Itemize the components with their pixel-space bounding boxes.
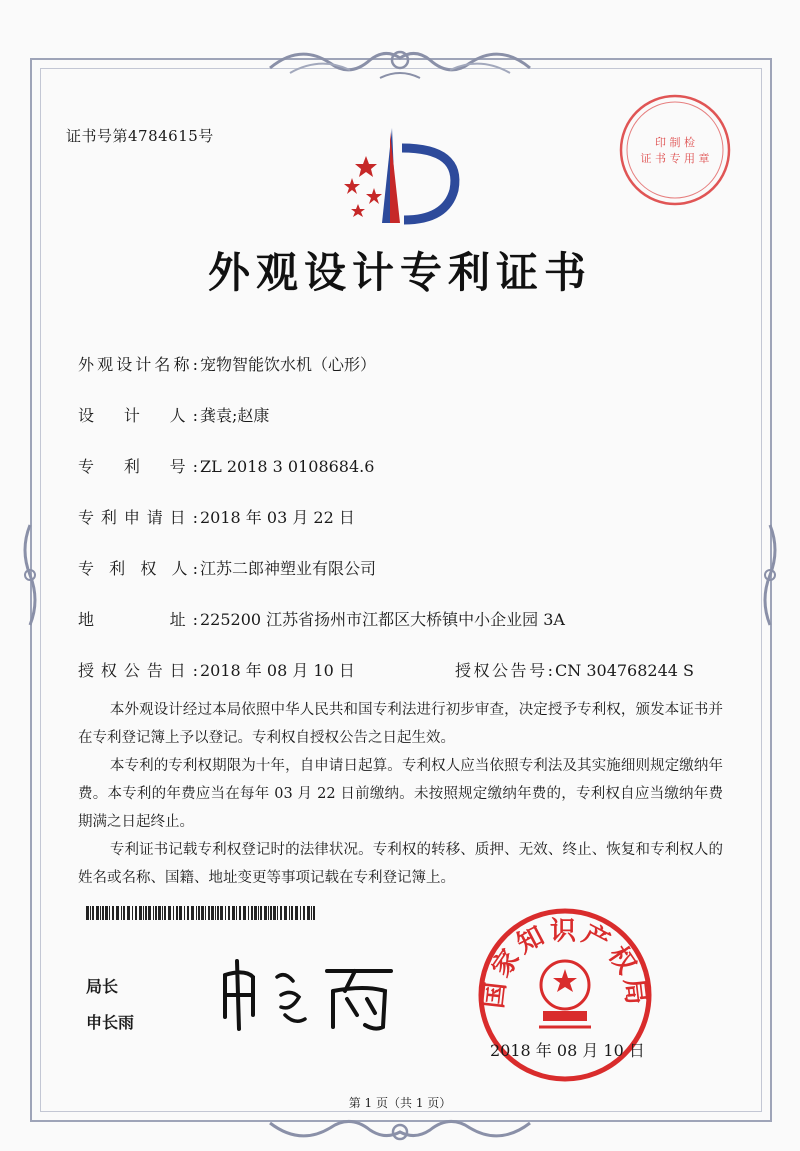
grant-date-label: 授权公告日: — [78, 661, 198, 680]
grant-number-field — [455, 658, 694, 681]
application-date-value: 2018 年 03 月 22 日 — [200, 508, 355, 527]
barcode-bar — [236, 906, 237, 920]
barcode-bar — [191, 906, 194, 920]
barcode-bar — [228, 906, 230, 920]
barcode-bar — [291, 906, 293, 920]
top-ornament — [260, 38, 540, 88]
barcode-bar — [277, 906, 278, 920]
barcode-bar — [100, 906, 101, 920]
barcode-bar — [173, 906, 174, 920]
barcode-bar — [248, 906, 249, 920]
barcode-bar — [143, 906, 144, 920]
barcode-bar — [243, 906, 246, 920]
barcode-bar — [239, 906, 241, 920]
barcode-bar — [123, 906, 125, 920]
address-field — [78, 607, 565, 630]
barcode-bar — [251, 906, 253, 920]
patent-number-value: ZL 2018 3 0108684.6 — [200, 457, 375, 476]
barcode-bar — [211, 906, 214, 920]
barcode-bar — [135, 906, 137, 920]
application-date-field — [78, 505, 355, 528]
barcode-bar — [258, 906, 259, 920]
barcode-bar — [205, 906, 206, 920]
seal-text: 国家知识产权局 — [478, 916, 652, 1011]
barcode-bar — [132, 906, 133, 920]
barcode-bar — [168, 906, 171, 920]
barcode-bar — [215, 906, 216, 920]
small-seal-stamp — [615, 90, 735, 210]
left-ornament — [18, 520, 42, 630]
paragraph-grant: 本外观设计经过本局依照中华人民共和国专利法进行初步审查，决定授予专利权，颁发本证书并在专利登记簿上予以登记。专利权自授权公告之日起生效。 — [78, 702, 723, 746]
svg-text:印 制 检: 印 制 检 — [655, 136, 695, 149]
director-label: 局长 — [86, 977, 119, 996]
barcode-bar — [155, 906, 157, 920]
certificate-title: 外观设计专利证书 — [207, 248, 592, 297]
barcode-bar — [225, 906, 226, 920]
barcode-bar — [164, 906, 166, 920]
design-name-label: 外观设计名称: — [78, 355, 198, 374]
barcode-bar — [112, 906, 114, 920]
address-label: 地 址: — [78, 610, 198, 629]
barcode-bar — [176, 906, 178, 920]
barcode-bar — [158, 906, 161, 920]
barcode-bar — [198, 906, 200, 920]
application-date-label: 专利申请日: — [78, 508, 198, 527]
paragraph-term: 本专利的专利权期限为十年，自申请日起算。专利权人应当依照专利法及其实施细则规定缴纳年费。本专利的年费应当在每年 03 月 22 日前缴纳。未按照规定缴纳年费的，专利权自应当缴纳年费期满之日起终止。 — [78, 758, 723, 830]
barcode-bar — [307, 906, 310, 920]
designer-label: 设 计 人: — [78, 406, 198, 425]
barcode-bar — [220, 906, 223, 920]
barcode-bar — [145, 906, 147, 920]
director-signature — [215, 955, 415, 1035]
design-name-value: 宠物智能饮水机（心形） — [200, 355, 377, 374]
barcode-bar — [232, 906, 235, 920]
barcode-bar — [139, 906, 142, 920]
barcode-bar — [86, 906, 89, 920]
svg-text:国家知识产权局 — [479, 916, 651, 1010]
barcode-bar — [260, 906, 262, 920]
barcode-bar — [300, 906, 301, 920]
paragraph-legal-status: 专利证书记载专利权登记时的法律状况。专利权的转移、质押、无效、终止、恢复和专利权人的姓名或名称、国籍、地址变更等事项记载在专利登记簿上。 — [78, 842, 723, 886]
barcode-bar — [280, 906, 282, 920]
barcode-bar — [270, 906, 272, 920]
right-ornament — [758, 520, 782, 630]
barcode-bar — [284, 906, 287, 920]
seal-date: 2018 年 08 月 10 日 — [490, 1041, 645, 1060]
designer-value: 龚袁;赵康 — [200, 406, 270, 425]
barcode-bar — [289, 906, 290, 920]
barcode-bar — [90, 906, 91, 920]
grant-number-label: 授权公告号: — [455, 661, 553, 680]
barcode-bar — [201, 906, 204, 920]
barcode-bar — [311, 906, 312, 920]
address-value: 225200 江苏省扬州市江都区大桥镇中小企业园 3A — [200, 610, 565, 629]
svg-text:证 书 专 用 章: 证 书 专 用 章 — [640, 152, 710, 165]
barcode-bar — [196, 906, 197, 920]
barcode-bar — [217, 906, 219, 920]
grant-number-value: CN 304768244 S — [555, 661, 694, 680]
barcode-bar — [148, 906, 151, 920]
barcode-bar — [208, 906, 210, 920]
barcode-bar — [92, 906, 94, 920]
patent-number-field — [78, 454, 374, 477]
grant-date-field — [78, 658, 355, 681]
designer-field — [78, 403, 269, 426]
design-name-field — [78, 352, 376, 375]
barcode-bar — [184, 906, 185, 920]
barcode-bar — [303, 906, 305, 920]
patent-number-label: 专 利 号: — [78, 457, 198, 476]
patentee-field — [78, 556, 376, 579]
barcode-bar — [254, 906, 257, 920]
barcode-bar — [102, 906, 104, 920]
barcode-bar — [105, 906, 108, 920]
certificate-body — [78, 696, 723, 892]
bottom-ornament — [260, 1108, 540, 1148]
barcode-bar — [273, 906, 276, 920]
patentee-value: 江苏二郎神塑业有限公司 — [200, 559, 377, 578]
barcode-bar — [127, 906, 130, 920]
barcode-bar — [162, 906, 163, 920]
director-name: 申长雨 — [86, 1013, 135, 1032]
patentee-label: 专 利 权 人: — [78, 559, 198, 578]
barcode-bar — [116, 906, 119, 920]
barcode-bar — [96, 906, 99, 920]
barcode-bar — [179, 906, 182, 920]
page-indicator: 第 1 页（共 1 页） — [348, 1096, 452, 1110]
barcode — [86, 906, 316, 920]
certificate-number: 证书号第4784615号 — [66, 127, 214, 145]
barcode-bar — [264, 906, 267, 920]
barcode-bar — [121, 906, 122, 920]
patent-office-emblem — [330, 128, 480, 228]
grant-date-value: 2018 年 08 月 10 日 — [200, 661, 355, 680]
barcode-bar — [268, 906, 269, 920]
barcode-bar — [187, 906, 189, 920]
barcode-bar — [153, 906, 154, 920]
barcode-bar — [109, 906, 110, 920]
barcode-bar — [295, 906, 298, 920]
barcode-bar — [313, 906, 315, 920]
